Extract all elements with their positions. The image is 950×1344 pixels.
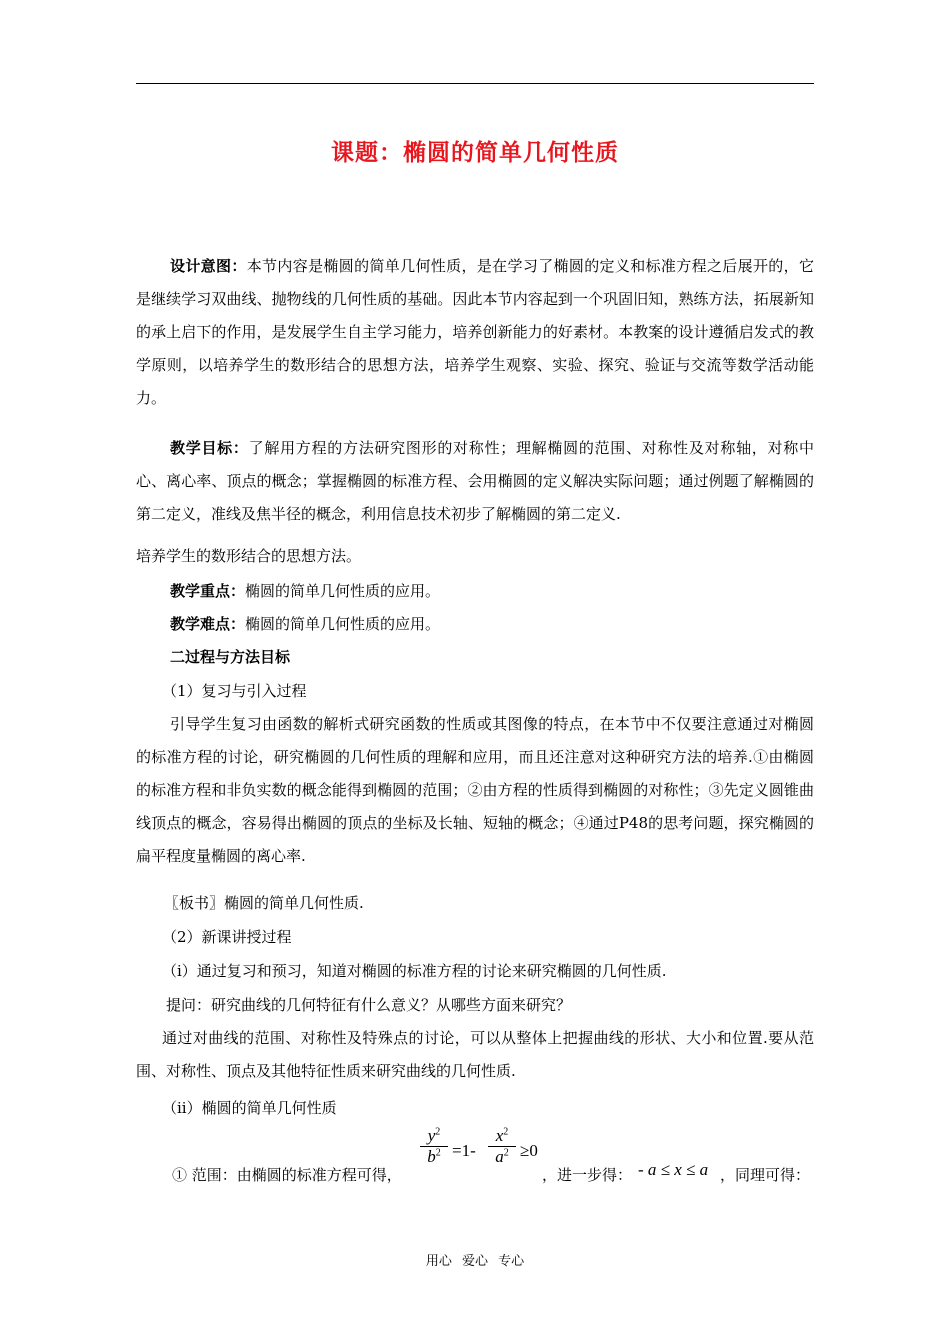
range-inequality: - a ≤ x ≤ a — [638, 1160, 709, 1179]
fraction-y2-b2 — [420, 1126, 448, 1167]
board-note: 〖板书〗椭圆的简单几何性质. — [164, 894, 364, 912]
design-intent-paragraph — [136, 250, 814, 415]
further-text: ，进一步得： — [542, 1166, 633, 1184]
exp: 2 — [503, 1147, 509, 1159]
difficulty-paragraph — [136, 608, 814, 641]
var-a: a — [495, 1147, 504, 1166]
exp: 2 — [503, 1126, 509, 1138]
geq-zero: ≥0 — [520, 1141, 538, 1160]
page-title: 课题：椭圆的简单几何性质 — [331, 140, 619, 166]
key-point-text: 椭圆的简单几何性质的应用。 — [245, 582, 441, 600]
lesson-point-i: （i）通过复习和预习，知道对椭圆的标准方程的讨论来研究椭圆的几何性质. — [162, 962, 667, 980]
difficulty-text: 椭圆的简单几何性质的应用。 — [245, 615, 441, 633]
var-y: y — [427, 1126, 436, 1145]
footer-slogan: 用心 爱心 专心 — [425, 1254, 525, 1269]
difficulty-label: 教学难点： — [170, 615, 246, 633]
similarly-text: ，同理可得： — [720, 1166, 811, 1184]
subsection-new-lesson: （2）新课讲授过程 — [162, 928, 292, 946]
exp: 2 — [435, 1126, 441, 1138]
discussion-paragraph: 通过对曲线的范围、对称性及特殊点的讨论，可以从整体上把握曲线的形状、大小和位置.要从范围、对称性、顶点及其他特征性质来研究曲线的几何性质. — [136, 1029, 814, 1080]
subsection-properties: （ii）椭圆的简单几何性质 — [162, 1099, 337, 1117]
teaching-goal-label: 教学目标： — [170, 439, 249, 457]
var-x: x — [495, 1126, 504, 1145]
design-intent-text: 本节内容是椭圆的简单几何性质，是在学习了椭圆的定义和标准方程之后展开的，它是继续学习双曲线、抛物线的几何性质的基础。因此本节内容起到一个巩固旧知，熟练方法，拓展新知的承上启下的作用，是发展学生自主学习能力，培养创新能力的好素材。本教案的设计遵循启发式的教学原则，以培养学生的数形结合的思想方法，培养学生观察、实验、探究、验证与交流等数学活动能力。 — [136, 257, 814, 407]
question-line: 提问：研究曲线的几何特征有什么意义？从哪些方面来研究？ — [166, 996, 572, 1014]
teaching-goal-text: 了解用方程的方法研究图形的对称性；理解椭圆的范围、对称性及对称轴，对称中心、离心率、顶点的概念；掌握椭圆的标准方程、会用椭圆的定义解决实际问题；通过例题了解椭圆的第二定义，准线及焦半径的概念，利用信息技术初步了解椭圆的第二定义. — [136, 439, 814, 523]
method-paragraph: 培养学生的数形结合的思想方法。 — [136, 547, 362, 565]
key-point-paragraph — [136, 575, 814, 608]
design-intent-label: 设计意图： — [170, 257, 247, 275]
fraction-x2-a2 — [488, 1126, 516, 1167]
review-paragraph: 引导学生复习由函数的解析式研究函数的性质或其图像的特点，在本节中不仅要注意通过对椭圆的标准方程的讨论，研究椭圆的几何性质的理解和应用，而且还注意对这种研究方法的培养.①由椭圆的标准方程和非负实数的概念能得到椭圆的范围；②由方程的性质得到椭圆的对称性；③先定义圆锥曲线顶点的概念，容易得出椭圆的顶点的坐标及长轴、短轴的概念；④通过P48的思考问题，探究椭圆的扁平程度量椭圆的离心率. — [136, 715, 814, 865]
equals-one-minus: =1- — [452, 1141, 476, 1160]
header-rule — [136, 83, 814, 84]
teaching-goal-paragraph — [136, 432, 814, 531]
section-heading: 二过程与方法目标 — [170, 648, 291, 666]
var-b: b — [427, 1147, 436, 1166]
subsection-review: （1）复习与引入过程 — [162, 682, 307, 700]
range-text: ① 范围：由椭圆的标准方程可得， — [172, 1166, 402, 1184]
exp: 2 — [435, 1147, 441, 1159]
key-point-label: 教学重点： — [170, 582, 246, 600]
